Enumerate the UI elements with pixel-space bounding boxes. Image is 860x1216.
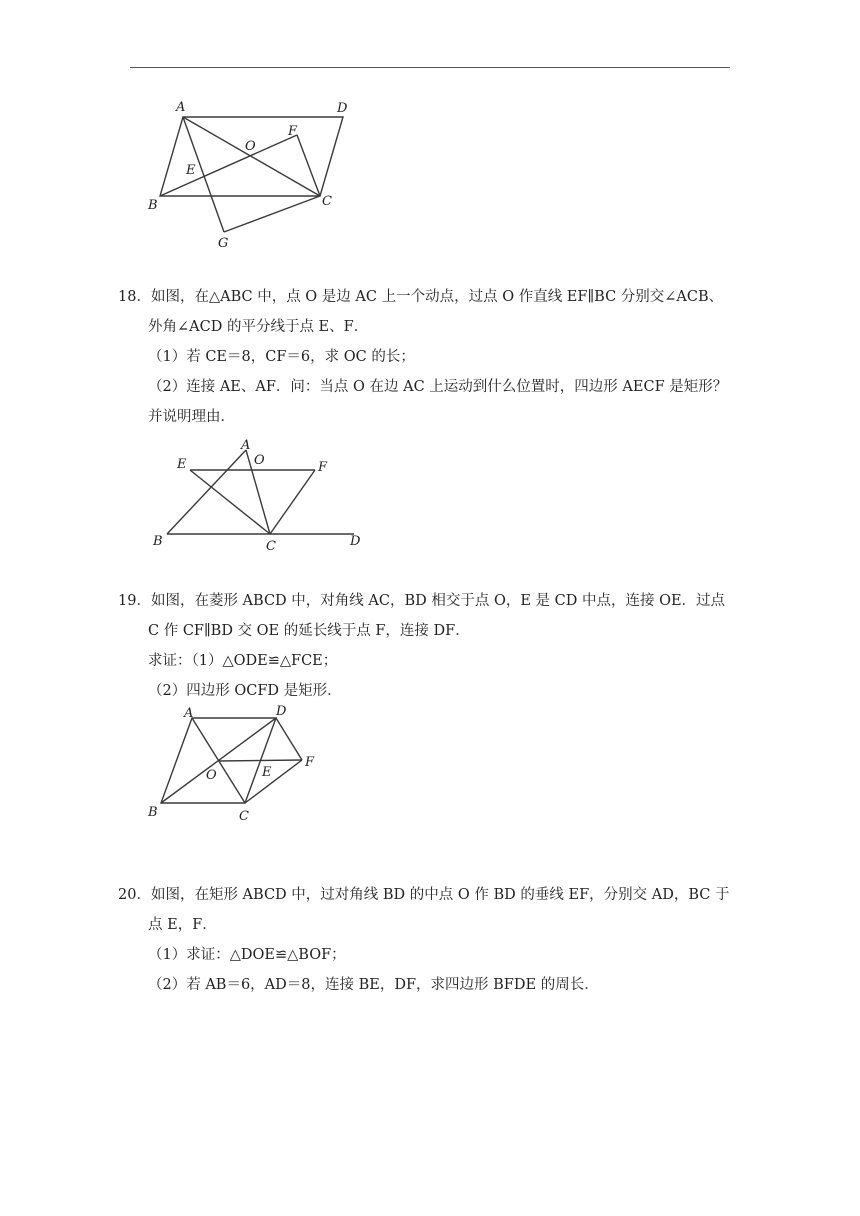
header-rule (130, 67, 730, 68)
label-c: C (239, 809, 249, 824)
segment-bf (160, 135, 297, 196)
label-o: O (206, 768, 217, 783)
figure-q19 (140, 700, 340, 830)
label-d: D (337, 101, 348, 116)
segment-fc (297, 135, 320, 196)
label-d: D (350, 534, 361, 549)
q20-line-2: 点 E，F． (148, 917, 217, 933)
segment-ac (183, 117, 320, 196)
label-a: A (176, 100, 186, 115)
q20-line-3: （1）求证：△DOE≌△BOF； (148, 947, 346, 963)
segment-of (219, 760, 302, 761)
label-e: E (186, 163, 196, 178)
q18-line-3: （1）若 CE＝8，CF＝6，求 OC 的长； (148, 349, 415, 365)
q19-line-1: 19．如图，在菱形 ABCD 中，对角线 AC，BD 相交于点 O，E 是 CD 中点，连接 OE．过点 (118, 593, 726, 609)
label-g: G (218, 236, 229, 251)
label-a: A (241, 438, 251, 453)
label-c: C (322, 194, 332, 209)
label-f: F (318, 460, 328, 475)
q19-line-4: （2）四边形 OCFD 是矩形． (148, 683, 342, 699)
label-c: C (266, 539, 276, 554)
label-b: B (153, 534, 163, 549)
q18-line-5: 并说明理由． (148, 409, 235, 425)
label-o: O (245, 139, 256, 154)
q20-line-1: 20．如图，在矩形 ABCD 中，过对角线 BD 的中点 O 作 BD 的垂线 EF，分别交 AD，BC 于 (118, 887, 730, 903)
label-b: B (148, 805, 158, 820)
q18-line-2: 外角∠ACD 的平分线于点 E、F． (148, 319, 369, 335)
q18-line-4: （2）连接 AE、AF．问：当点 O 在边 AC 上运动到什么位置时，四边形 AECF 是矩形？ (148, 379, 728, 395)
label-f: F (305, 755, 315, 770)
segment-gc (224, 196, 320, 232)
label-f: F (288, 124, 298, 139)
segment-df (276, 718, 302, 760)
figure-q18 (145, 433, 375, 558)
q19-line-3: 求证：（1）△ODE≌△FCE； (148, 653, 338, 669)
label-e: E (262, 765, 272, 780)
label-o: O (254, 453, 265, 468)
q19-line-2: C 作 CF∥BD 交 OE 的延长线于点 F，连接 DF． (148, 623, 470, 639)
q20-line-4: （2）若 AB＝6，AD＝8，连接 BE，DF，求四边形 BFDE 的周长． (148, 977, 599, 993)
segment-ec (190, 470, 270, 534)
figure-q17 (140, 95, 370, 255)
label-e: E (177, 457, 187, 472)
q18-line-1: 18．如图，在△ABC 中，点 O 是边 AC 上一个动点，过点 O 作直线 EF∥BC 分别交∠ACB、 (118, 289, 724, 305)
label-d: D (276, 704, 287, 719)
label-a: A (184, 706, 194, 721)
label-b: B (148, 198, 158, 213)
segment-cf (270, 470, 315, 534)
